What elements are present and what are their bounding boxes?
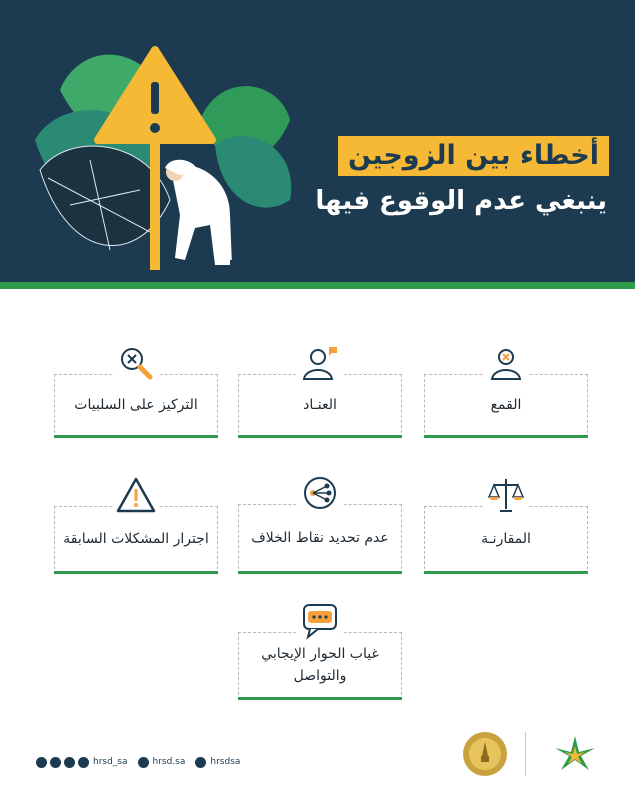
card-label: القمع [490, 397, 522, 413]
page-subtitle: ينبغي عدم الوقوع فيها [315, 186, 607, 216]
card-label: غياب الحوار الإيجابي والتواصل [261, 646, 379, 684]
facebook-icon[interactable] [64, 757, 75, 768]
card-no-dialogue [238, 632, 402, 700]
social-footer [36, 752, 240, 772]
twitter-icon[interactable] [36, 757, 47, 768]
handle-text[interactable]: hrsdsa [210, 757, 241, 767]
card-label: عدم تحديد نقاط الخلاف [251, 530, 389, 546]
emblem-logo [463, 732, 507, 776]
tiktok-icon[interactable] [138, 757, 149, 768]
handle-text[interactable]: hrsd_sa [93, 757, 128, 767]
snapchat-icon[interactable] [50, 757, 61, 768]
card-stubbornness [238, 374, 402, 438]
card-undefined-disputes [238, 504, 402, 574]
social-handle-group [138, 757, 186, 768]
card-label: المقارنـة [481, 531, 531, 547]
instagram-icon[interactable] [78, 757, 89, 768]
card-comparison [424, 506, 588, 574]
card-label: التركيز على السلبيات [74, 397, 198, 413]
hero-banner [0, 0, 635, 282]
logo-area [455, 722, 615, 782]
card-negativity-focus [54, 374, 218, 438]
youtube-icon[interactable] [195, 757, 206, 768]
ministry-logo [555, 736, 595, 770]
handle-text[interactable]: hrsd.sa [152, 757, 186, 767]
card-label: اجترار المشكلات السابقة [63, 531, 209, 547]
social-icons [36, 757, 89, 768]
card-repression [424, 374, 588, 438]
card-past-problems [54, 506, 218, 574]
page-title: أخطاء بين الزوجين [338, 136, 609, 176]
social-handle-group [195, 757, 240, 768]
card-label: العنـاد [303, 397, 337, 413]
divider-strip [0, 282, 635, 289]
social-handle-group [36, 757, 128, 768]
